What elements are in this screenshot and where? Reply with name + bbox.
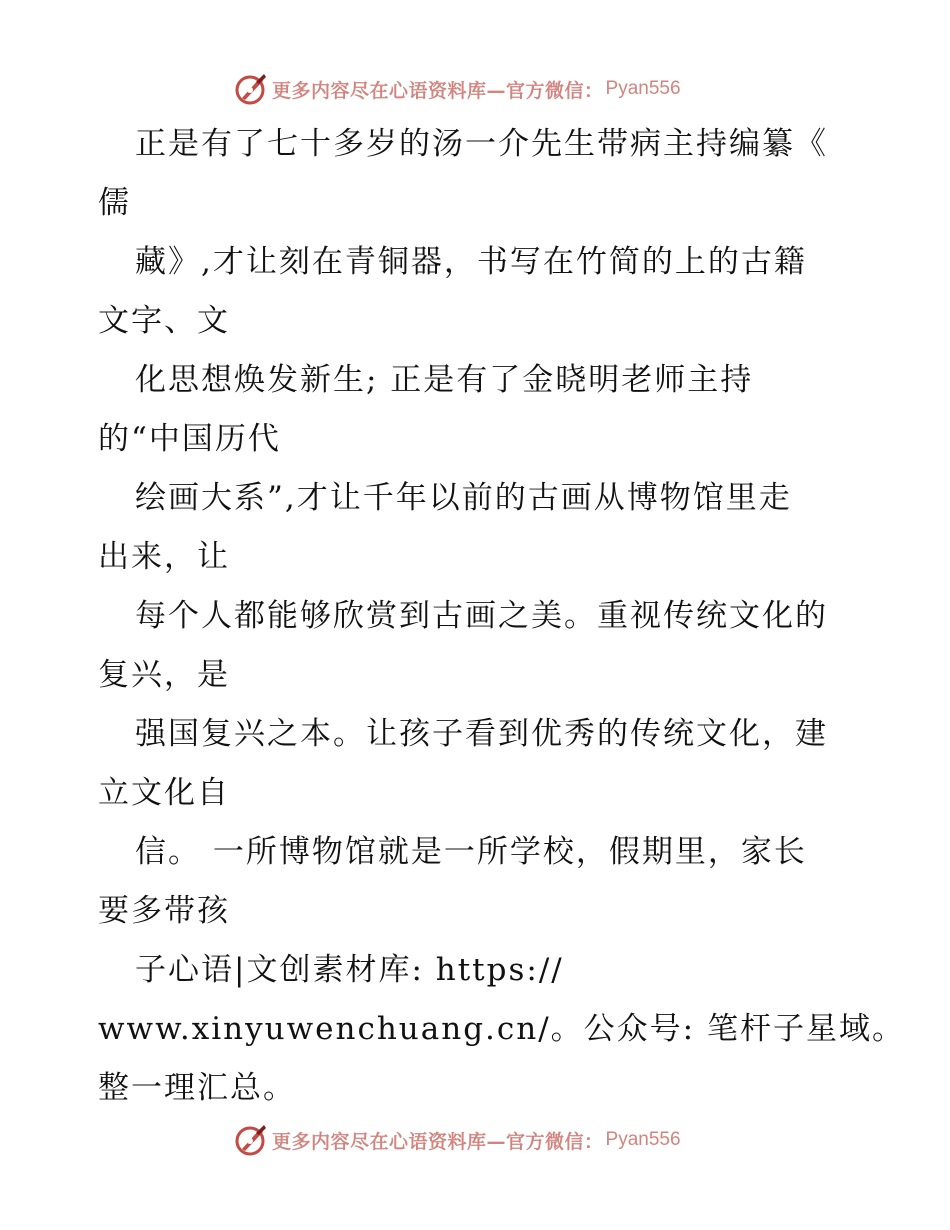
text-line: 立文化自 — [98, 775, 230, 811]
footer-banner — [234, 1123, 681, 1157]
text-line: 正是有了七十多岁的汤一介先生带病主持编纂《 — [135, 126, 828, 162]
text-line: 信。 一所博物馆就是一所学校，假期里，家长 — [135, 834, 807, 870]
text-line: www.xinyuwenchuang.cn/。公众号: 笔杆子星域。 — [98, 1011, 905, 1047]
text-line: 复兴，是 — [98, 657, 230, 693]
text-line: 文字、文 — [98, 303, 230, 339]
wechat-id: Pyan556 — [605, 1129, 681, 1150]
text-line: 儒 — [98, 185, 131, 221]
header-banner — [234, 72, 681, 106]
text-line: 化思想焕发新生; 正是有了金晓明老师主持 — [135, 362, 754, 398]
text-line: 要多带孩 — [98, 893, 230, 929]
text-line: 每个人都能够欣赏到古画之美。重视传统文化的 — [135, 598, 828, 634]
text-line: 的“中国历代 — [98, 421, 281, 457]
text-line: 子心语|文创素材库: https:// — [135, 952, 564, 988]
text-line: 绘画大系”,才让千年以前的古画从博物馆里走 — [135, 480, 792, 516]
quill-pen-logo-icon — [234, 72, 268, 106]
banner-text: 更多内容尽在心语资料库—官方微信： — [272, 79, 604, 102]
text-line: 强国复兴之本。让孩子看到优秀的传统文化，建 — [135, 716, 828, 752]
document-body — [98, 115, 905, 1118]
banner-text: 更多内容尽在心语资料库—官方微信： — [272, 1130, 604, 1153]
quill-pen-logo-icon — [234, 1123, 268, 1157]
wechat-id: Pyan556 — [605, 78, 681, 99]
text-line: 出来，让 — [98, 539, 230, 575]
text-line: 整一理汇总。 — [98, 1070, 296, 1106]
text-line: 藏》,才让刻在青铜器，书写在竹简的上的古籍 — [135, 244, 807, 280]
